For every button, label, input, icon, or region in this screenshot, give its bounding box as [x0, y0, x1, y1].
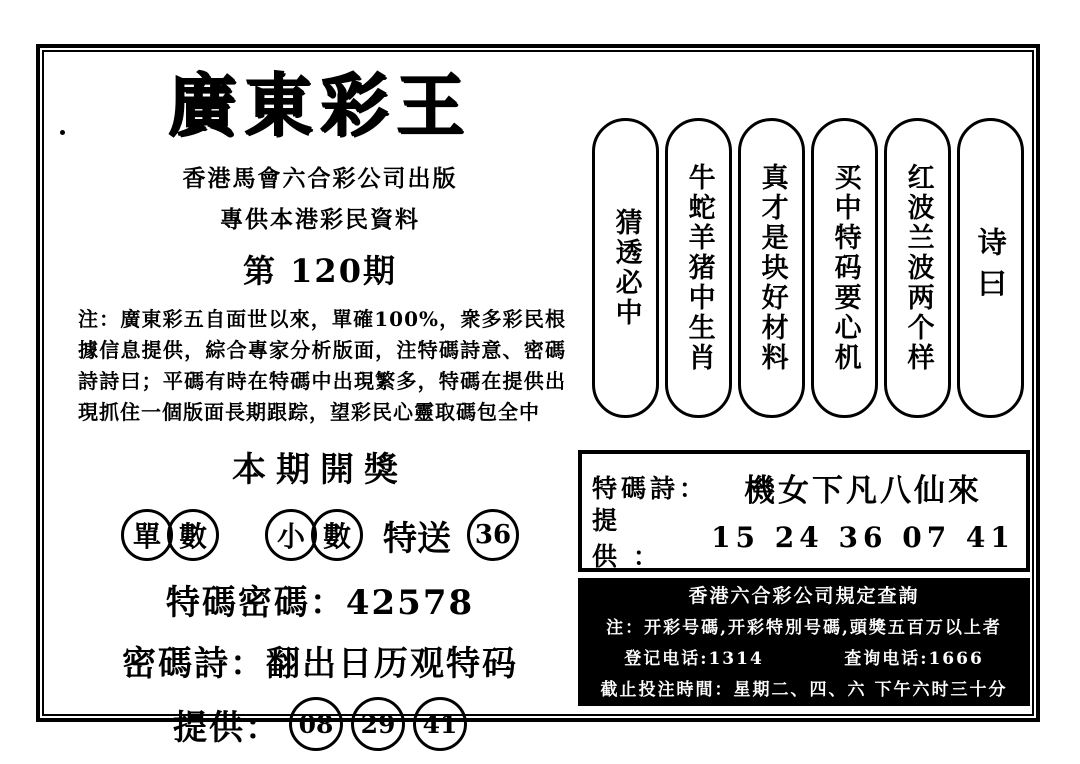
special-gift-label: 特送	[383, 518, 451, 559]
left-column	[60, 58, 580, 748]
slogan-pill-group	[592, 118, 1024, 418]
slogan-pill-3	[738, 118, 805, 418]
slogan-pill-4	[665, 118, 732, 418]
note-text: 注：廣東彩五自面世以來，單確100%，衆多彩民根據信息提供，綜合專家分析版面，注特碼詩意、密碼詩詩曰；平碼有時在特碼中出現繁多，特碼在提供出現抓住一個版面長期跟踪，望彩民心靈取碼包全中	[78, 307, 566, 424]
supply-number-1: 08	[289, 697, 343, 751]
small-label-badge: 小	[265, 509, 317, 561]
slogan-text-1: 红波兰波两个样	[902, 163, 934, 373]
slogan-pill-1	[884, 118, 951, 418]
page-title: 廣東彩王	[167, 66, 472, 146]
inquiry-phone: 查询电话:1666	[844, 649, 984, 670]
slogan-pill-2	[811, 118, 878, 418]
info-line-4: 截止投注時間：星期二、四、六 下午六时三十分	[600, 680, 1008, 701]
slogan-text-0: 诗曰	[973, 227, 1008, 309]
secret-code-label: 特碼密碼：	[165, 583, 346, 623]
audience-line: 專供本港彩民資料	[220, 206, 420, 233]
supply-label: 提供：	[173, 707, 281, 748]
slogan-text-4: 牛蛇羊猪中生肖	[683, 163, 715, 373]
info-block	[578, 578, 1030, 706]
slogan-text-2: 买中特码要心机	[829, 163, 861, 373]
info-line-3	[584, 650, 1024, 669]
slogan-pill-0	[957, 118, 1024, 418]
badge-row	[60, 509, 580, 561]
code-poem-line	[60, 636, 580, 685]
code-poem-label: 密碼詩：	[122, 644, 266, 684]
secret-code-line	[60, 575, 580, 624]
info-line-1: 香港六合彩公司規定查詢	[688, 585, 920, 607]
slogan-pill-5	[592, 118, 659, 418]
info-line-2: 注：开彩号碼,开彩特別号碼,頭獎五百万以上者	[606, 618, 1002, 639]
supply-number-2: 29	[351, 697, 405, 751]
special-poem-box	[578, 450, 1030, 572]
single-label-badge: 單	[121, 509, 173, 561]
draw-heading: 本期開獎	[232, 450, 408, 490]
supply-row	[60, 697, 580, 751]
special-supply-value: 15 24 36 07 41	[711, 520, 1015, 554]
supply-number-3: 41	[413, 697, 467, 751]
code-poem-value: 翻出日历观特码	[266, 644, 518, 684]
small-number-badge: 數	[311, 509, 363, 561]
special-poem-value: 機女下凡八仙來	[744, 472, 982, 509]
special-supply-row	[592, 506, 1016, 571]
slogan-text-5: 猜透必中	[610, 208, 642, 328]
registration-phone: 登记电话:1314	[624, 649, 764, 670]
publisher-line: 香港馬會六合彩公司出版	[182, 165, 458, 192]
single-number-badge: 數	[167, 509, 219, 561]
issue-number: 第 120期	[243, 252, 397, 290]
special-supply-label: 提供：	[592, 506, 675, 571]
special-poem-label: 特碼詩：	[592, 474, 709, 503]
special-gift-number: 36	[467, 509, 519, 561]
slogan-text-3: 真才是块好材料	[756, 163, 788, 373]
secret-code-value: 42578	[345, 583, 475, 623]
